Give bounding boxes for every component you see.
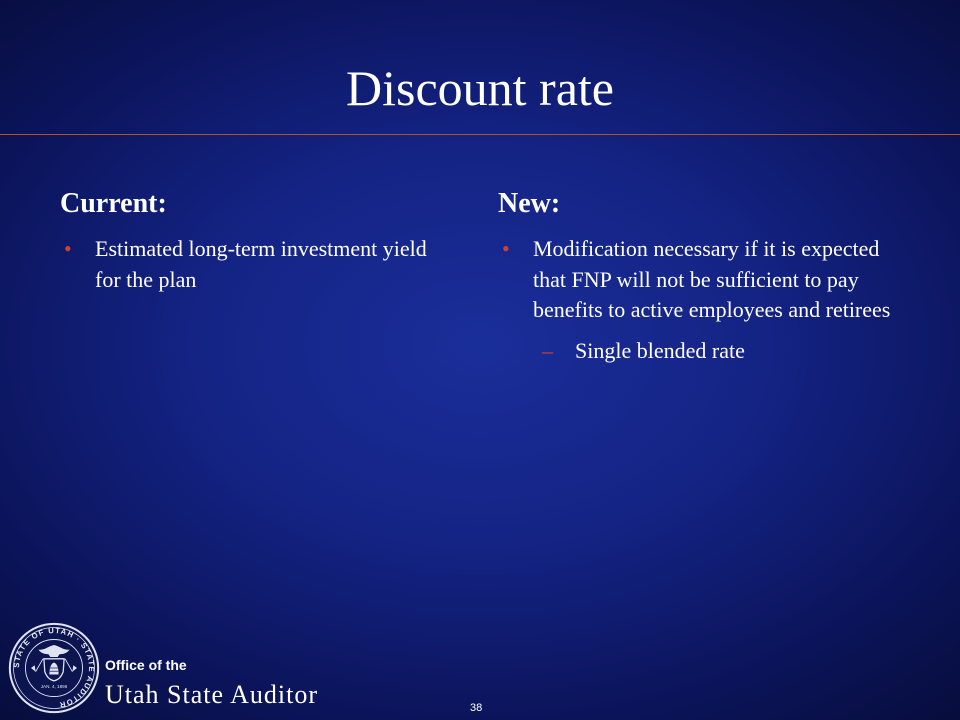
- sub-bullet-text: Single blended rate: [575, 337, 745, 363]
- title-divider: [0, 134, 960, 135]
- sub-list-item: [498, 336, 898, 366]
- bullet-text: Estimated long-term investment yield for the plan: [95, 236, 427, 292]
- footer-office-label: Office of the: [105, 657, 187, 673]
- slide-title: Discount rate: [346, 60, 614, 116]
- list-item: [498, 234, 898, 326]
- new-bullet-list: [498, 234, 898, 326]
- seal-date-text: JAN. 4, 1896: [40, 684, 68, 690]
- bullet-dot-icon: •: [64, 236, 72, 261]
- footer-agency-name: Utah State Auditor: [105, 680, 318, 709]
- current-heading: Current:: [60, 188, 167, 219]
- seal-ring-text: STATE OF UTAH · STATE AUDITOR: [11, 625, 97, 710]
- current-column: [60, 186, 440, 295]
- current-bullet-list: [60, 234, 440, 295]
- state-seal-icon: [8, 622, 100, 714]
- new-heading: New:: [498, 188, 561, 219]
- bullet-text: Modification necessary if it is expected that FNP will not be sufficient to pay benefits to active employees and retirees: [533, 236, 891, 322]
- new-sub-bullet-list: [498, 336, 898, 366]
- bullet-dot-icon: •: [502, 236, 510, 261]
- dash-bullet-icon: –: [542, 337, 553, 363]
- list-item: [60, 234, 440, 295]
- page-number: 38: [470, 702, 483, 714]
- new-column: [498, 186, 898, 366]
